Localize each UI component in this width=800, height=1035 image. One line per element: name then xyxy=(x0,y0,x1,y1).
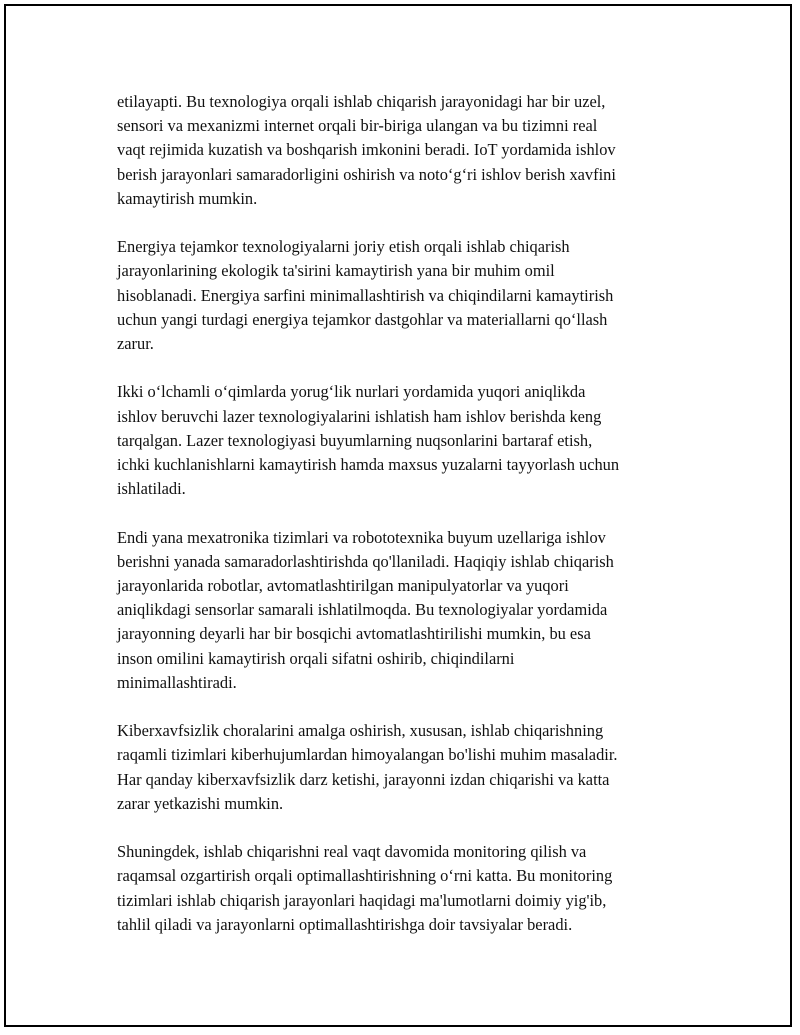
text-line: jarayonning deyarli har bir bosqichi avtomatlashtirilishi mumkin, bu esa xyxy=(117,624,591,644)
text-line: uchun yangi turdagi energiya tejamkor dastgohlar va materiallarni qo‘llash xyxy=(117,309,608,329)
text-line: inson omilini kamaytirish orqali sifatni oshirib, chiqindilarni xyxy=(117,648,515,668)
paragraph-monitoring xyxy=(117,840,687,937)
paragraph-mechatronics xyxy=(117,526,687,695)
text-line: ishlov beruvchi lazer texnologiyalarini ishlatish ham ishlov berishda keng xyxy=(117,406,602,426)
text-line: Har qanday kiberxavfsizlik darz ketishi, jarayonni izdan chiqarishi va katta xyxy=(117,769,610,789)
text-line: Endi yana mexatronika tizimlari va robototexnika buyum uzellariga ishlov xyxy=(117,527,606,547)
text-line: ishlatiladi. xyxy=(117,479,186,499)
text-line: hisoblanadi. Energiya sarfini minimallashtirish va chiqindilarni kamaytirish xyxy=(117,285,614,305)
text-line: Ikki o‘lchamli o‘qimlarda yorug‘lik nurlari yordamida yuqori aniqlikda xyxy=(117,382,586,402)
text-line: raqamsal ozgartirish orqali optimallashtirishning o‘rni katta. Bu monitoring xyxy=(117,866,613,886)
text-line: kamaytirish mumkin. xyxy=(117,188,258,208)
paragraph-iot xyxy=(117,90,687,211)
paragraph-energy xyxy=(117,235,687,356)
text-line: zarur. xyxy=(117,334,154,354)
text-line: etilayapti. Bu texnologiya orqali ishlab chiqarish jarayonidagi har bir uzel, xyxy=(117,92,606,111)
text-line: tizimlari ishlab chiqarish jarayonlari haqidagi ma'lumotlarni doimiy yig'ib, xyxy=(117,890,607,910)
text-line: tahlil qiladi va jarayonlarni optimallashtirishga doir tavsiyalar beradi. xyxy=(117,914,573,934)
text-line: Kiberxavfsizlik choralarini amalga oshirish, xususan, ishlab chiqarishning xyxy=(117,721,604,741)
text-line: aniqlikdagi sensorlar samarali ishlatilmoqda. Bu texnologiyalar yordamida xyxy=(117,600,608,620)
paragraph-laser xyxy=(117,380,687,501)
text-line: berish jarayonlari samaradorligini oshirish va noto‘g‘ri ishlov berish xavfini xyxy=(117,164,616,184)
text-line: vaqt rejimida kuzatish va boshqarish imkonini beradi. IoT yordamida ishlov xyxy=(117,140,616,160)
text-line: raqamli tizimlari kiberhujumlardan himoyalangan bo'lishi muhim masaladir. xyxy=(117,745,618,765)
text-line: Shuningdek, ishlab chiqarishni real vaqt davomida monitoring qilish va xyxy=(117,842,587,862)
text-line: berishni yanada samaradorlashtirishda qo'llaniladi. Haqiqiy ishlab chiqarish xyxy=(117,551,614,571)
text-line: minimallashtiradi. xyxy=(117,672,237,692)
document-body xyxy=(117,90,687,961)
text-line: tarqalgan. Lazer texnologiyasi buyumlarning nuqsonlarini bartaraf etish, xyxy=(117,430,593,450)
text-line: jarayonlarining ekologik ta'sirini kamaytirish yana bir muhim omil xyxy=(117,261,555,281)
paragraph-cybersecurity xyxy=(117,719,687,816)
text-line: sensori va mexanizmi internet orqali bir-biriga ulangan va bu tizimni real xyxy=(117,116,598,136)
text-line: Energiya tejamkor texnologiyalarni joriy etish orqali ishlab chiqarish xyxy=(117,237,570,257)
text-line: ichki kuchlanishlarni kamaytirish hamda maxsus yuzalarni tayyorlash uchun xyxy=(117,455,620,475)
text-line: jarayonlarida robotlar, avtomatlashtirilgan manipulyatorlar va yuqori xyxy=(117,576,569,596)
text-line: zarar yetkazishi mumkin. xyxy=(117,793,284,813)
